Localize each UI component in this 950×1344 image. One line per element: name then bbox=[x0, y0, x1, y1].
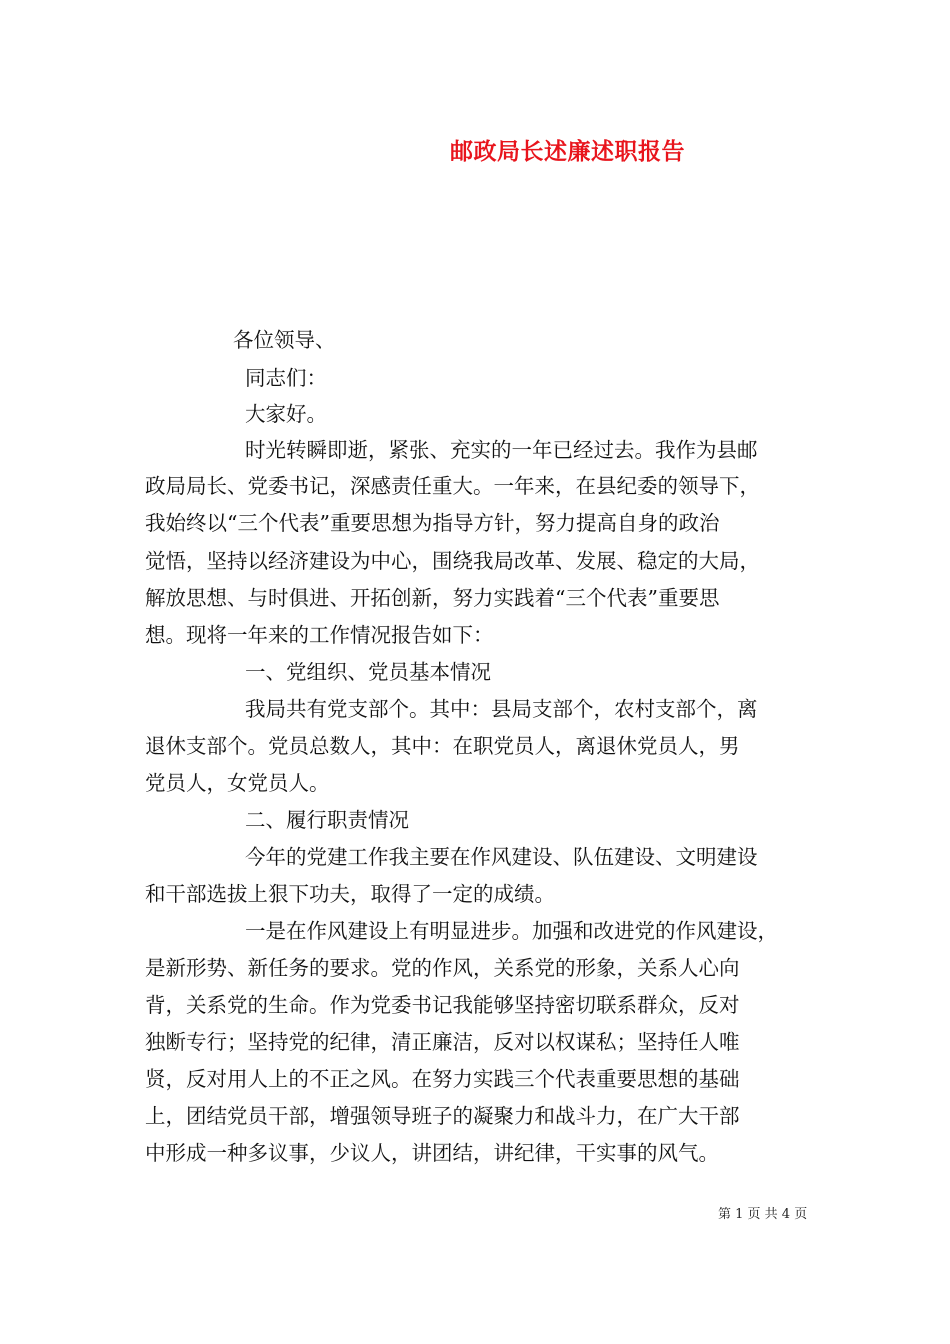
paragraph-line: 上，团结党员干部，增强领导班子的凝聚力和战斗力，在广大干部 bbox=[145, 1104, 740, 1128]
greeting-line: 同志们： bbox=[245, 366, 327, 390]
paragraph-line: 一是在作风建设上有明显进步。加强和改进党的作风建设， bbox=[245, 919, 778, 943]
paragraph-line: 今年的党建工作我主要在作风建设、队伍建设、文明建设 bbox=[245, 845, 758, 869]
paragraph-line: 是新形势、新任务的要求。党的作风，关系党的形象，关系人心向 bbox=[145, 956, 740, 980]
paragraph-line: 和干部选拔上狠下功夫，取得了一定的成绩。 bbox=[145, 882, 555, 906]
paragraph-line: 觉悟，坚持以经济建设为中心，围绕我局改革、发展、稳定的大局， bbox=[145, 549, 760, 573]
paragraph-line: 我局共有党支部个。其中：县局支部个，农村支部个，离 bbox=[245, 697, 758, 721]
paragraph-line: 退休支部个。党员总数人，其中：在职党员人，离退休党员人，男 bbox=[145, 734, 740, 758]
section-heading: 二、履行职责情况 bbox=[245, 808, 409, 832]
paragraph-line: 时光转瞬即逝，紧张、充实的一年已经过去。我作为县邮 bbox=[245, 438, 758, 462]
paragraph-line: 党员人，女党员人。 bbox=[145, 771, 330, 795]
section-heading: 一、党组织、党员基本情况 bbox=[245, 660, 491, 684]
paragraph-line: 解放思想、与时俱进、开拓创新，努力实践着“三个代表”重要思 bbox=[145, 586, 720, 610]
paragraph-line: 我始终以“三个代表”重要思想为指导方针，努力提高自身的政治 bbox=[145, 511, 720, 535]
paragraph-line: 政局局长、党委书记，深感责任重大。一年来，在县纪委的领导下， bbox=[145, 474, 760, 498]
paragraph-line: 独断专行；坚持党的纪律，清正廉洁，反对以权谋私；坚持任人唯 bbox=[145, 1030, 740, 1054]
paragraph-line: 中形成一种多议事，少议人，讲团结，讲纪律，干实事的风气。 bbox=[145, 1141, 719, 1165]
page-number-footer: 第 1 页 共 4 页 bbox=[718, 1207, 808, 1222]
paragraph-line: 贤，反对用人上的不正之风。在努力实践三个代表重要思想的基础 bbox=[145, 1067, 740, 1091]
document-title: 邮政局长述廉述职报告 bbox=[450, 138, 685, 165]
paragraph-line: 想。现将一年来的工作情况报告如下： bbox=[145, 623, 494, 647]
paragraph-line: 背，关系党的生命。作为党委书记我能够坚持密切联系群众，反对 bbox=[145, 993, 740, 1017]
greeting-line: 各位领导、 bbox=[233, 328, 336, 352]
greeting-line: 大家好。 bbox=[245, 402, 327, 426]
